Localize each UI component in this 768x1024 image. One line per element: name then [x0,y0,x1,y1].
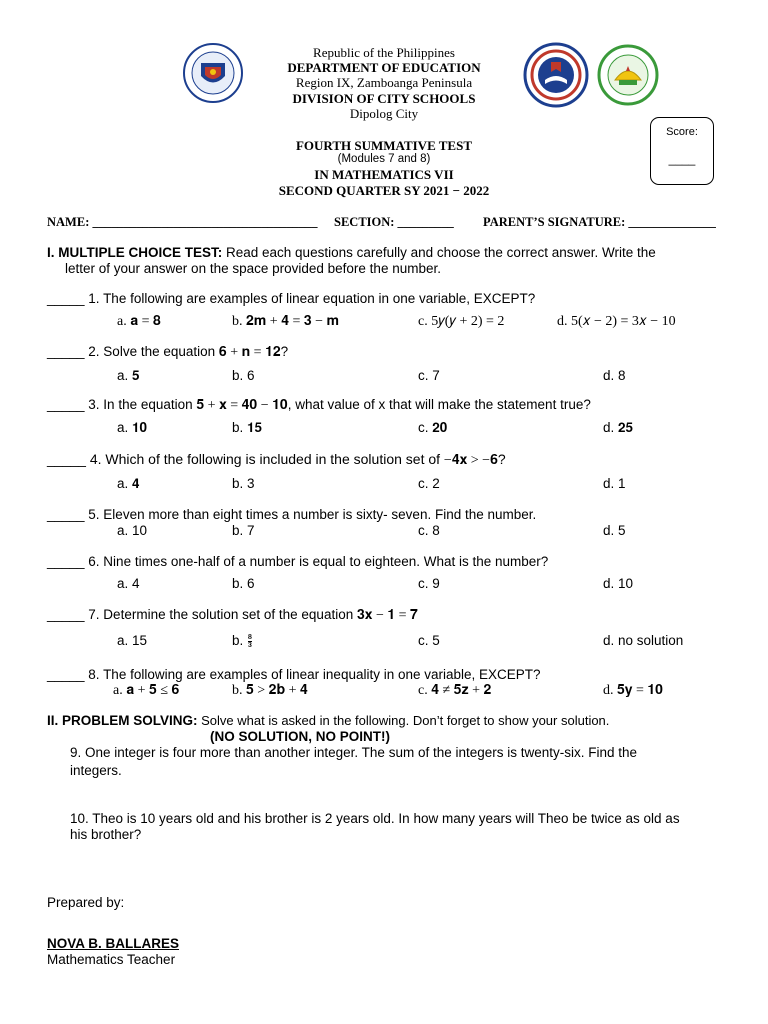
answer-blank[interactable]: _____ [47,397,85,412]
q3-option-d[interactable]: d. 𝟐𝟓 [603,420,634,435]
q3-option-c[interactable]: c. 𝟐𝟎 [418,420,448,435]
teacher-name: NOVA B. BALLARES [47,936,180,951]
question-6 [47,554,548,570]
q5-option-b[interactable]: b. 7 [232,523,255,538]
q8-option-b[interactable]: b. 𝟓 > 𝟐𝐛 + 𝟒 [232,683,308,698]
part2-note: (NO SOLUTION, NO POINT!) [210,729,390,744]
test-modules: (Modules 7 and 8) [337,153,431,165]
q7-option-a[interactable]: a. 15 [117,633,148,648]
question-4 [47,451,506,469]
answer-blank[interactable]: _____ [47,554,85,569]
question-5 [47,507,536,523]
question-8 [47,667,541,683]
q6-option-b[interactable]: b. 6 [232,576,255,591]
question-text: 5. Eleven more than eight times a number is sixty- seven. Find the number. [84,507,537,522]
question-10-line1: 10. Theo is 10 years old and his brother is 2 years old. In how many years will Theo be twice as old as [70,811,680,826]
part1-instruction-text: Read each questions carefully and choose the correct answer. Write the [222,245,656,260]
question-9-line1: 9. One integer is four more than another integer. The sum of the integers is twenty-six. Find the [70,745,638,760]
q2-option-b[interactable]: b. 6 [232,368,255,383]
q5-option-c[interactable]: c. 8 [418,523,440,538]
q3-option-a[interactable]: a. 𝟏𝟎 [117,420,148,435]
q5-option-d[interactable]: d. 5 [603,523,626,538]
question-text: 8. The following are examples of linear inequality in one variable, EXCEPT? [84,667,541,682]
q2-option-c[interactable]: c. 7 [418,368,440,383]
q4-option-d[interactable]: d. 1 [603,476,626,491]
answer-blank[interactable]: _____ [47,291,85,306]
republic-line: Republic of the Philippines [313,45,455,60]
question-text: 7. Determine the solution set of the equation [84,607,357,622]
option-letter: b. [232,633,248,648]
question-math: 𝟓 + 𝐱 = 𝟒𝟎 − 𝟏𝟎 [196,398,288,413]
q8-option-d[interactable]: d. 𝟓𝐲 = 𝟏𝟎 [603,683,663,698]
q5-option-a[interactable]: a. 10 [117,523,148,538]
q1-option-a[interactable]: a. 𝐚 = 𝟖 [117,314,161,329]
question-suffix: , what value of x that will make the statement true? [287,397,591,412]
question-text: 2. Solve the equation [84,344,219,359]
q4-option-b[interactable]: b. 3 [232,476,255,491]
q6-option-a[interactable]: a. 4 [117,576,140,591]
answer-blank[interactable]: _____ [47,344,85,359]
fraction-denominator: 𝟑 [248,640,252,649]
question-math: −𝟒𝐱 > −𝟔 [443,453,498,468]
q7-option-d[interactable]: d. no solution [603,633,684,648]
region-line: Region IX, Zamboanga Peninsula [295,75,473,90]
score-label: Score: [666,126,698,138]
q1-option-c[interactable]: c. 5𝑦(𝑦 + 2) = 2 [418,314,505,329]
q6-option-d[interactable]: d. 10 [603,576,634,591]
test-quarter: SECOND QUARTER SY 2021 − 2022 [278,183,490,198]
part2-heading: II. PROBLEM SOLVING: [47,713,198,728]
q4-option-c[interactable]: c. 2 [418,476,440,491]
part1-instruction [47,245,722,261]
question-text: 6. Nine times one-half of a number is equal to eighteen. What is the number? [84,554,549,569]
question-9-line2: integers. [70,763,122,778]
question-text: 4. Which of the following is included in the solution set of [85,451,444,467]
question-10-line2: his brother? [70,827,142,842]
question-suffix: ? [280,344,289,359]
q3-option-b[interactable]: b. 𝟏𝟓 [232,420,263,435]
part2-instruction-text: Solve what is asked in the following. Don’t forget to show your solution. [197,713,610,728]
q4-option-a[interactable]: a. 𝟒 [117,476,140,491]
part1-heading: I. MULTIPLE CHOICE TEST: [47,245,223,260]
question-2 [47,344,288,361]
q2-option-a[interactable]: a. 𝟓 [117,368,140,383]
answer-blank[interactable]: _____ [47,451,86,467]
score-blank: ____ [668,152,696,166]
department-line: DEPARTMENT OF EDUCATION [287,60,481,75]
question-1 [47,291,535,307]
city-line: Dipolog City [349,106,419,121]
test-subject: IN MATHEMATICS VII [314,167,454,182]
q7-option-c[interactable]: c. 5 [418,633,440,648]
name-field[interactable]: NAME: ____________________________________ [47,215,318,229]
question-text: 1. The following are examples of linear equation in one variable, EXCEPT? [84,291,536,306]
q2-option-d[interactable]: d. 8 [603,368,626,383]
question-text: 3. In the equation [84,397,197,412]
question-suffix: ? [497,451,506,467]
answer-blank[interactable]: _____ [47,667,85,682]
q1-option-d[interactable]: d. 5(𝑥 − 2) = 3𝑥 − 10 [557,314,676,329]
parent-signature-field[interactable]: PARENT’S SIGNATURE: ______________ [483,215,716,229]
division-line: DIVISION OF CITY SCHOOLS [292,91,476,106]
answer-blank[interactable]: _____ [47,607,85,622]
q1-option-b[interactable]: b. 𝟐𝐦 + 𝟒 = 𝟑 − 𝐦 [232,314,340,329]
question-7 [47,607,418,624]
fraction-numerator: 𝟖 [248,632,252,641]
part2-instruction [47,713,609,729]
question-3 [47,397,591,414]
q6-option-c[interactable]: c. 9 [418,576,440,591]
q7-option-b[interactable] [232,633,252,649]
q8-option-a[interactable]: a. 𝐚 + 𝟓 ≤ 𝟔 [113,683,180,698]
section-field[interactable]: SECTION: _________ [334,215,454,229]
prepared-by-label: Prepared by: [47,895,125,910]
teacher-role: Mathematics Teacher [47,952,176,967]
question-math: 𝟔 + 𝐧 = 𝟏𝟐 [218,345,281,360]
question-math: 𝟑𝐱 − 𝟏 = 𝟕 [356,608,418,623]
score-box [650,117,714,185]
answer-blank[interactable]: _____ [47,507,85,522]
fraction [248,634,252,649]
test-title: FOURTH SUMMATIVE TEST [295,138,473,153]
part1-instruction-line2: letter of your answer on the space provided before the number. [65,261,441,276]
q8-option-c[interactable]: c. 𝟒 ≠ 𝟓𝐳 + 𝟐 [418,683,492,698]
